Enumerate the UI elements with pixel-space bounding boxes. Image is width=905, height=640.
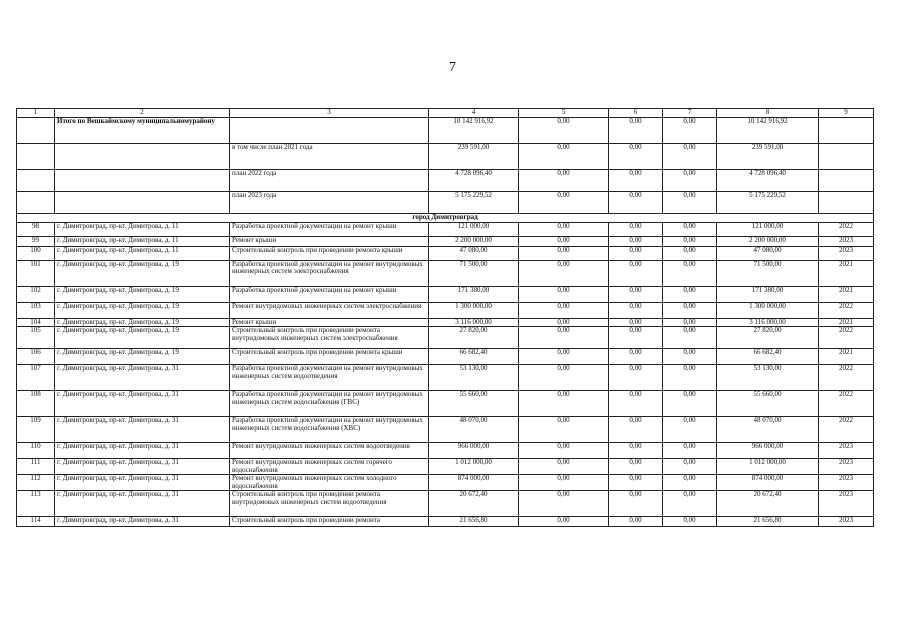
- amount-cell: 0,00: [609, 443, 663, 459]
- amount-owners-cell: 27 820,00: [717, 327, 819, 349]
- amount-cell: 0,00: [519, 475, 609, 491]
- amount-owners-cell: 20 672,40: [717, 491, 819, 517]
- address-cell: г. Димитровград, пр-кт. Димитрова, д. 11: [55, 237, 230, 247]
- year-cell: 2023: [819, 475, 874, 491]
- table-row: [17, 517, 874, 527]
- section-title: город Димитровград: [17, 214, 874, 223]
- empty-cell: [17, 192, 55, 214]
- table-row: [17, 303, 874, 319]
- total-value: 0,00: [519, 118, 609, 144]
- empty-cell: [819, 118, 874, 144]
- amount-cell: 0,00: [609, 223, 663, 237]
- year-cell: 2023: [819, 247, 874, 261]
- empty-cell: [17, 144, 55, 170]
- amount-cell: 0,00: [663, 491, 717, 517]
- work-type-cell: Разработка проектной документации на ремонт крыши: [230, 287, 429, 303]
- plan-value: 5 175 229,52: [429, 192, 519, 214]
- total-value: 10 142 916,92: [429, 118, 519, 144]
- table-body: [17, 109, 874, 527]
- amount-owners-cell: 2 200 000,00: [717, 237, 819, 247]
- amount-owners-cell: 66 682,40: [717, 349, 819, 365]
- amount-total-cell: 47 080,00: [429, 247, 519, 261]
- amount-owners-cell: 71 500,00: [717, 261, 819, 287]
- address-cell: г. Димитровград, пр-кт. Димитрова, д. 19: [55, 261, 230, 287]
- amount-cell: 0,00: [519, 237, 609, 247]
- amount-total-cell: 55 660,00: [429, 391, 519, 417]
- plan-value: 4 728 096,40: [429, 170, 519, 192]
- row-number: 111: [17, 459, 55, 475]
- amount-cell: 0,00: [519, 417, 609, 443]
- amount-total-cell: 20 672,40: [429, 491, 519, 517]
- row-number: 98: [17, 223, 55, 237]
- row-number: 110: [17, 443, 55, 459]
- amount-cell: 0,00: [609, 491, 663, 517]
- amount-owners-cell: 47 080,00: [717, 247, 819, 261]
- amount-cell: 0,00: [519, 287, 609, 303]
- plan-value: 0,00: [519, 144, 609, 170]
- amount-cell: 0,00: [519, 327, 609, 349]
- amount-cell: 0,00: [519, 365, 609, 391]
- table-row: [17, 417, 874, 443]
- amount-cell: 0,00: [663, 327, 717, 349]
- work-type-cell: Разработка проектной документации на ремонт внутридомовых инженерных систем водоснабжения (ГВС): [230, 391, 429, 417]
- amount-total-cell: 48 070,00: [429, 417, 519, 443]
- address-cell: г. Димитровград, пр-кт. Димитрова, д. 31: [55, 491, 230, 517]
- work-type-cell: Строительный контроль при проведении ремонта крыши: [230, 247, 429, 261]
- header-cell: 8: [717, 109, 819, 118]
- header-cell: 9: [819, 109, 874, 118]
- table-row: [17, 287, 874, 303]
- table-row: [17, 391, 874, 417]
- empty-cell: [819, 192, 874, 214]
- row-number: 109: [17, 417, 55, 443]
- amount-cell: 0,00: [663, 349, 717, 365]
- plan-value: 0,00: [609, 192, 663, 214]
- plan-row: [17, 192, 874, 214]
- amount-cell: 0,00: [609, 365, 663, 391]
- amount-owners-cell: 48 070,00: [717, 417, 819, 443]
- row-number: 101: [17, 261, 55, 287]
- empty-cell: [55, 192, 230, 214]
- table-row: [17, 327, 874, 349]
- year-cell: 2023: [819, 237, 874, 247]
- table-row: [17, 261, 874, 287]
- plan-label: план 2023 года: [230, 192, 429, 214]
- header-cell: 5: [519, 109, 609, 118]
- header-cell: 4: [429, 109, 519, 118]
- address-cell: г. Димитровград, пр-кт. Димитрова, д. 31: [55, 443, 230, 459]
- address-cell: г. Димитровград, пр-кт. Димитрова, д. 31: [55, 475, 230, 491]
- amount-cell: 0,00: [519, 391, 609, 417]
- address-cell: г. Димитровград, пр-кт. Димитрова, д. 31: [55, 391, 230, 417]
- work-type-cell: Разработка проектной документации на ремонт внутридомовых инженерных систем электроснабжения: [230, 261, 429, 287]
- amount-total-cell: 121 000,00: [429, 223, 519, 237]
- total-value: 10 142 916,92: [717, 118, 819, 144]
- row-number: 103: [17, 303, 55, 319]
- address-cell: г. Димитровград, пр-кт. Димитрова, д. 19: [55, 287, 230, 303]
- amount-cell: 0,00: [663, 443, 717, 459]
- amount-cell: 0,00: [519, 443, 609, 459]
- total-row: [17, 118, 874, 144]
- amount-cell: 0,00: [519, 517, 609, 527]
- plan-row: [17, 170, 874, 192]
- work-type-cell: Разработка проектной документации на ремонт внутридомовых инженерных систем водоотведения: [230, 365, 429, 391]
- work-type-cell: Ремонт внутридомовых инженерных систем электроснабжения: [230, 303, 429, 319]
- amount-cell: 0,00: [519, 261, 609, 287]
- year-cell: 2023: [819, 443, 874, 459]
- year-cell: 2022: [819, 417, 874, 443]
- row-number: 102: [17, 287, 55, 303]
- plan-row: [17, 144, 874, 170]
- table-row: [17, 247, 874, 261]
- work-type-cell: Ремонт внутридомовых инженерных систем водоотведения: [230, 443, 429, 459]
- amount-cell: 0,00: [519, 247, 609, 261]
- row-number: 99: [17, 237, 55, 247]
- plan-label: в том числе план 2021 года: [230, 144, 429, 170]
- table-row: [17, 443, 874, 459]
- amount-cell: 0,00: [609, 303, 663, 319]
- row-number: 100: [17, 247, 55, 261]
- year-cell: 2022: [819, 303, 874, 319]
- page-number: 7: [449, 60, 456, 75]
- work-type-cell: Разработка проектной документации на ремонт внутридомовых инженерных систем водоснабжения (ХВС): [230, 417, 429, 443]
- header-cell: 7: [663, 109, 717, 118]
- amount-total-cell: 1 012 000,00: [429, 459, 519, 475]
- address-cell: г. Димитровград, пр-кт. Димитрова, д. 19: [55, 327, 230, 349]
- empty-cell: [17, 118, 55, 144]
- amount-cell: 0,00: [609, 459, 663, 475]
- amount-cell: 0,00: [609, 417, 663, 443]
- plan-value: 0,00: [663, 192, 717, 214]
- header-cell: 3: [230, 109, 429, 118]
- year-cell: 2023: [819, 517, 874, 527]
- amount-owners-cell: 121 000,00: [717, 223, 819, 237]
- amount-total-cell: 53 130,00: [429, 365, 519, 391]
- table-row: [17, 223, 874, 237]
- amount-cell: 0,00: [663, 261, 717, 287]
- amount-total-cell: 171 380,00: [429, 287, 519, 303]
- year-cell: 2021: [819, 287, 874, 303]
- work-type-cell: Строительный контроль при проведении ремонта внутридомовых инженерных систем электроснабжения: [230, 327, 429, 349]
- row-number: 106: [17, 349, 55, 365]
- row-number: 107: [17, 365, 55, 391]
- address-cell: г. Димитровград, пр-кт. Димитрова, д. 11: [55, 247, 230, 261]
- row-number: 112: [17, 475, 55, 491]
- row-number: 114: [17, 517, 55, 527]
- total-value: 0,00: [663, 118, 717, 144]
- header-cell: 1: [17, 109, 55, 118]
- plan-value: 0,00: [519, 192, 609, 214]
- amount-owners-cell: 21 656,80: [717, 517, 819, 527]
- table-row: [17, 365, 874, 391]
- row-number: 108: [17, 391, 55, 417]
- empty-cell: [55, 170, 230, 192]
- year-cell: 2022: [819, 223, 874, 237]
- amount-cell: 0,00: [519, 491, 609, 517]
- plan-value: 0,00: [609, 170, 663, 192]
- table-row: [17, 475, 874, 491]
- section-row: [17, 214, 874, 223]
- header-row: [17, 109, 874, 118]
- amount-total-cell: 874 000,00: [429, 475, 519, 491]
- total-label: Итого по Вешкаймскому муниципальномурайону: [55, 118, 230, 144]
- address-cell: г. Димитровград, пр-кт. Димитрова, д. 31: [55, 517, 230, 527]
- amount-owners-cell: 1 300 000,00: [717, 303, 819, 319]
- empty-cell: [17, 170, 55, 192]
- amount-cell: 0,00: [663, 303, 717, 319]
- empty-cell: [819, 170, 874, 192]
- amount-total-cell: 21 656,80: [429, 517, 519, 527]
- amount-owners-cell: 53 130,00: [717, 365, 819, 391]
- address-cell: г. Димитровград, пр-кт. Димитрова, д. 19: [55, 349, 230, 365]
- amount-cell: 0,00: [663, 475, 717, 491]
- amount-cell: 0,00: [609, 287, 663, 303]
- amount-cell: 0,00: [663, 365, 717, 391]
- amount-cell: 0,00: [609, 517, 663, 527]
- table-row: [17, 237, 874, 247]
- amount-owners-cell: 3 116 000,00: [717, 319, 819, 327]
- row-number: 104: [17, 319, 55, 327]
- address-cell: г. Димитровград, пр-кт. Димитрова, д. 11: [55, 223, 230, 237]
- amount-cell: 0,00: [663, 319, 717, 327]
- address-cell: г. Димитровград, пр-кт. Димитрова, д. 19: [55, 303, 230, 319]
- amount-cell: 0,00: [519, 349, 609, 365]
- amount-cell: 0,00: [519, 459, 609, 475]
- amount-cell: 0,00: [609, 349, 663, 365]
- work-type-cell: Строительный контроль при проведении ремонта крыши: [230, 349, 429, 365]
- plan-value: 239 591,00: [717, 144, 819, 170]
- address-cell: г. Димитровград, пр-кт. Димитрова, д. 31: [55, 417, 230, 443]
- amount-owners-cell: 966 000,00: [717, 443, 819, 459]
- amount-cell: 0,00: [519, 303, 609, 319]
- amount-total-cell: 3 116 000,00: [429, 319, 519, 327]
- table-row: [17, 491, 874, 517]
- amount-cell: 0,00: [609, 327, 663, 349]
- amount-total-cell: 966 000,00: [429, 443, 519, 459]
- amount-total-cell: 2 200 000,00: [429, 237, 519, 247]
- year-cell: 2021: [819, 261, 874, 287]
- amount-cell: 0,00: [663, 247, 717, 261]
- work-type-cell: Ремонт внутридомовых инженерных систем горячего водоснабжения: [230, 459, 429, 475]
- plan-value: 0,00: [519, 170, 609, 192]
- amount-cell: 0,00: [663, 459, 717, 475]
- repair-plan-table: [16, 108, 874, 527]
- table-row: [17, 349, 874, 365]
- empty-cell: [819, 144, 874, 170]
- year-cell: 2021: [819, 319, 874, 327]
- amount-cell: 0,00: [609, 247, 663, 261]
- amount-cell: 0,00: [609, 475, 663, 491]
- row-number: 113: [17, 491, 55, 517]
- empty-cell: [55, 144, 230, 170]
- work-type-cell: Строительный контроль при проведении ремонта: [230, 517, 429, 527]
- table-row: [17, 319, 874, 327]
- amount-owners-cell: 55 660,00: [717, 391, 819, 417]
- amount-cell: 0,00: [609, 391, 663, 417]
- plan-value: 0,00: [663, 144, 717, 170]
- amount-cell: 0,00: [663, 417, 717, 443]
- header-cell: 2: [55, 109, 230, 118]
- plan-value: 4 728 096,40: [717, 170, 819, 192]
- amount-cell: 0,00: [663, 223, 717, 237]
- amount-cell: 0,00: [519, 223, 609, 237]
- header-cell: 6: [609, 109, 663, 118]
- address-cell: г. Димитровград, пр-кт. Димитрова, д. 31: [55, 459, 230, 475]
- amount-owners-cell: 874 000,00: [717, 475, 819, 491]
- work-type-cell: Разработка проектной документации на ремонт крыши: [230, 223, 429, 237]
- year-cell: 2022: [819, 391, 874, 417]
- amount-cell: 0,00: [609, 261, 663, 287]
- amount-cell: 0,00: [609, 237, 663, 247]
- plan-value: 5 175 229,52: [717, 192, 819, 214]
- amount-total-cell: 1 300 000,00: [429, 303, 519, 319]
- amount-cell: 0,00: [663, 237, 717, 247]
- work-type-cell: Ремонт крыши: [230, 237, 429, 247]
- amount-cell: 0,00: [663, 287, 717, 303]
- amount-cell: 0,00: [519, 319, 609, 327]
- plan-value: 0,00: [609, 144, 663, 170]
- amount-owners-cell: 171 380,00: [717, 287, 819, 303]
- amount-cell: 0,00: [663, 391, 717, 417]
- amount-owners-cell: 1 012 000,00: [717, 459, 819, 475]
- address-cell: г. Димитровград, пр-кт. Димитрова, д. 31: [55, 365, 230, 391]
- amount-total-cell: 66 682,40: [429, 349, 519, 365]
- work-type-cell: Ремонт внутридомовых инженерных систем холодного водоснабжения: [230, 475, 429, 491]
- year-cell: 2021: [819, 349, 874, 365]
- row-number: 105: [17, 327, 55, 349]
- plan-value: 0,00: [663, 170, 717, 192]
- total-value: 0,00: [609, 118, 663, 144]
- work-type-cell: Ремонт крыши: [230, 319, 429, 327]
- address-cell: г. Димитровград, пр-кт. Димитрова, д. 19: [55, 319, 230, 327]
- amount-total-cell: 71 500,00: [429, 261, 519, 287]
- empty-cell: [230, 118, 429, 144]
- table-row: [17, 459, 874, 475]
- year-cell: 2022: [819, 327, 874, 349]
- work-type-cell: Строительный контроль при проведении ремонта внутридомовых инженерных систем водоотведения: [230, 491, 429, 517]
- amount-cell: 0,00: [663, 517, 717, 527]
- amount-cell: 0,00: [609, 319, 663, 327]
- year-cell: 2023: [819, 459, 874, 475]
- plan-label: план 2022 года: [230, 170, 429, 192]
- year-cell: 2023: [819, 491, 874, 517]
- year-cell: 2022: [819, 365, 874, 391]
- amount-total-cell: 27 820,00: [429, 327, 519, 349]
- plan-value: 239 591,00: [429, 144, 519, 170]
